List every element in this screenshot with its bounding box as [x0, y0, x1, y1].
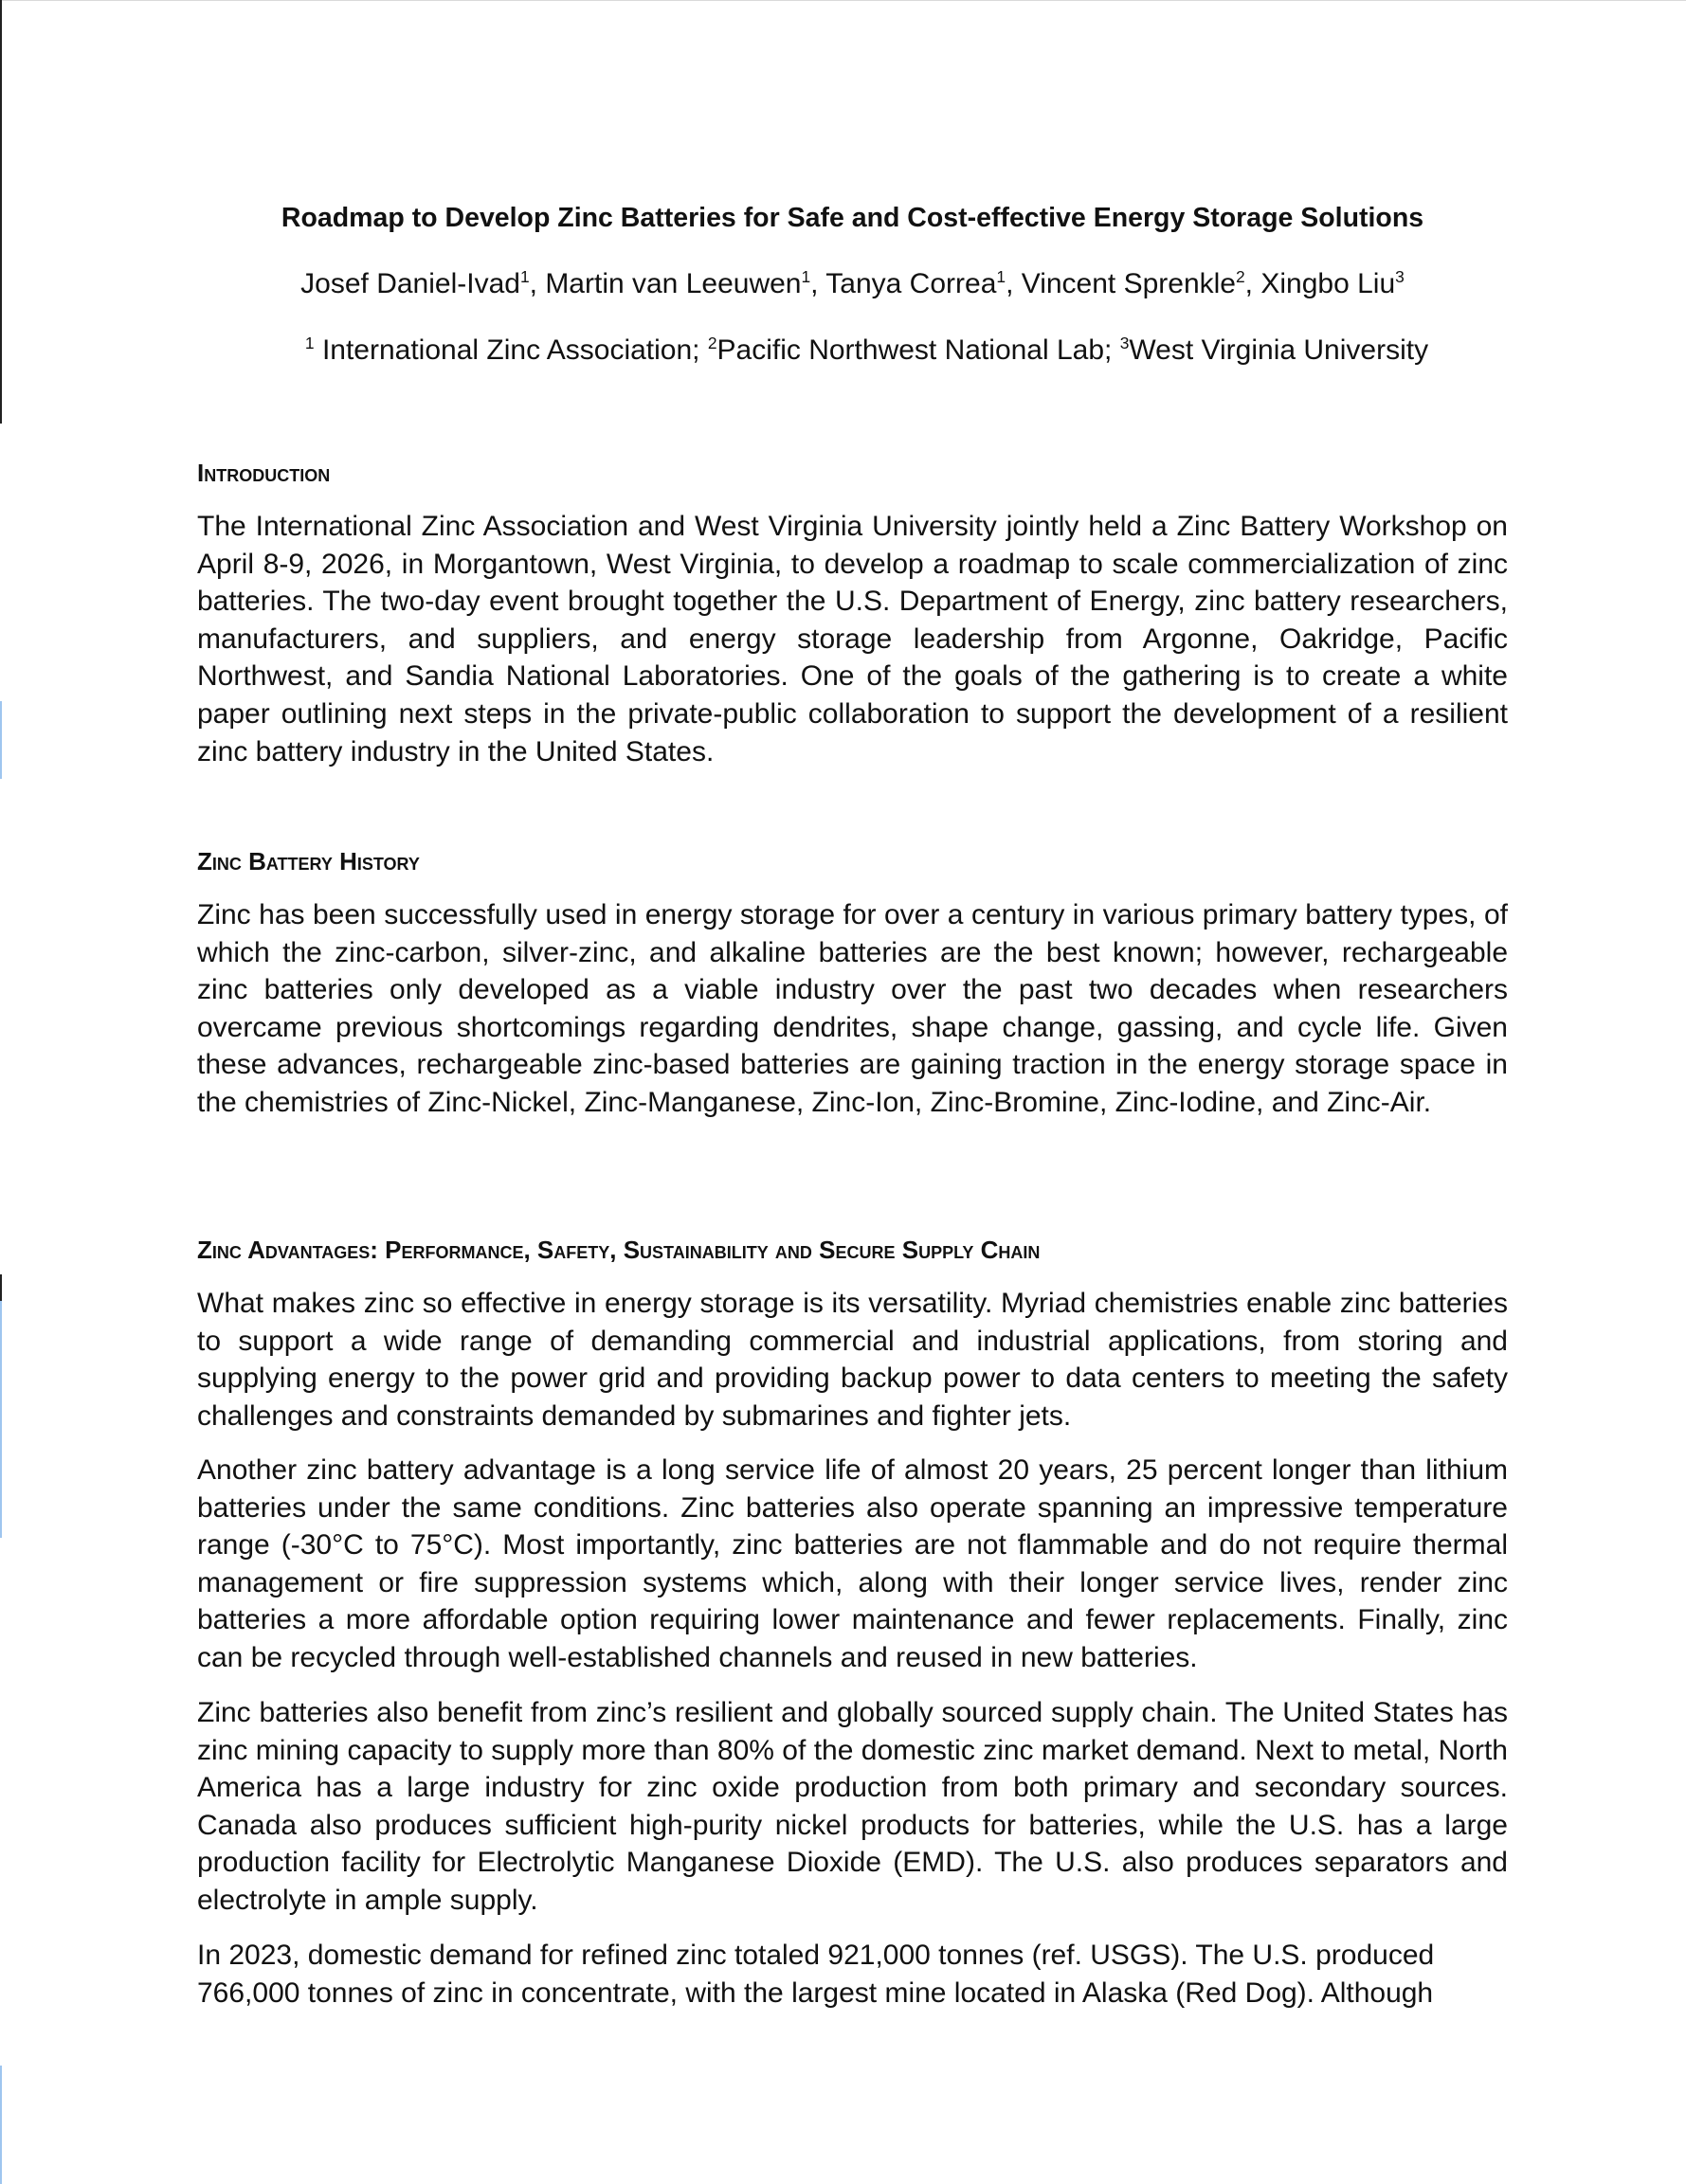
author-affiliation-mark: 3: [1395, 267, 1405, 286]
affiliation-mark: 1: [304, 334, 315, 352]
section-heading-advantages: Zinc Advantages: Performance, Safety, Sustainability and Secure Supply Chain: [197, 1236, 1041, 1264]
paragraph: Another zinc battery advantage is a long service life of almost 20 years, 25 percent longer than lithium batteries under the same conditions. Zinc batteries also operate spanning an impressive temperature range (-30°C to 75°C). Most importantly, zinc batteries are not flammable and do not require thermal management or fire suppression systems which, along with their longer service lives, render zinc batteries a more affordable option requiring lower maintenance and fewer replacements. Finally, zinc can be recycled through well-established channels and reused in new batteries.: [197, 1454, 1508, 1673]
paper-title: Roadmap to Develop Zinc Batteries for Safe and Cost-effective Energy Storage Solutions: [281, 203, 1424, 233]
author-list: Josef Daniel-Ivad$^1$, Martin van Leeuwen$^1$, Tanya Correa$^1$, Vincent Sprenkle$^2$, Xingbo Liu$^3$: [300, 267, 1405, 299]
page-edge-marker: [0, 2066, 2, 2184]
author-name: Martin van Leeuwen: [545, 268, 802, 299]
author-name: Xingbo Liu: [1260, 268, 1396, 299]
affiliation-name: International Zinc Association;: [321, 334, 700, 366]
page-edge-marker: [0, 1274, 2, 1301]
page-edge-marker: [0, 701, 2, 779]
paragraph: In 2023, domestic demand for refined zinc totaled 921,000 tonnes (ref. USGS). The U.S. produced 766,000 tonnes of zinc in concentrate, with the largest mine located in Alaska (Red Dog). Although: [197, 1940, 1435, 2009]
affiliation-name: Pacific Northwest National Lab;: [716, 334, 1113, 366]
paragraph: The International Zinc Association and West Virginia University jointly held a Zinc Battery Workshop on April 8-9, 2026, in Morgantown, West Virginia, to develop a roadmap to scale commercialization of zinc batteries. The two-day event brought together the U.S. Department of Energy, zinc battery researchers, manufacturers, and suppliers, and energy storage leadership from Argonne, Oakridge, Pacific Northwest, and Sandia National Laboratories. One of the goals of the gathering is to create a white paper outlining next steps in the private-public collaboration to support the development of a resilient zinc battery industry in the United States.: [197, 511, 1508, 767]
section-heading-introduction: Introduction: [197, 459, 331, 487]
author-affiliation-mark: 1: [801, 267, 811, 286]
section-heading-history: Zinc Battery History: [197, 847, 420, 875]
page-edge-marker: [0, 1301, 2, 1538]
paragraph: What makes zinc so effective in energy storage is its versatility. Myriad chemistries enable zinc batteries to support a wide range of demanding commercial and industrial applications, from storing and supplying energy to the power grid and providing backup power to data centers to meeting the safety challenges and constraints demanded by submarines and fighter jets.: [197, 1288, 1508, 1432]
author-affiliation-mark: 2: [1236, 267, 1245, 286]
author-name: Josef Daniel-Ivad: [300, 268, 520, 299]
affiliation-list: [197, 334, 1508, 367]
paragraph: Zinc has been successfully used in energy storage for over a century in various primary battery types, of which the zinc-carbon, silver-zinc, and alkaline batteries are the best known; however, rechargeable zinc batteries only developed as a viable industry over the past two decades when researchers overcame previous shortcomings regarding dendrites, shape change, gassing, and cycle life. Given these advances, rechargeable zinc-based batteries are gaining traction in the energy storage space in the chemistries of Zinc-Nickel, Zinc-Manganese, Zinc-Ion, Zinc-Bromine, Zinc-Iodine, and Zinc-Air.: [197, 899, 1508, 1118]
affiliation-name: West Virginia University: [1129, 334, 1429, 366]
affiliation-mark: 3: [1119, 334, 1130, 352]
author-affiliation-mark: 1: [519, 267, 530, 286]
author-name: Tanya Correa: [825, 268, 997, 299]
affiliation-mark: 2: [707, 334, 717, 352]
paragraph: Zinc batteries also benefit from zinc’s resilient and globally sourced supply chain. The United States has zinc mining capacity to supply more than 80% of the domestic zinc market demand. Next to metal, North America has a large industry for zinc oxide production from both primary and secondary sources. Canada also produces sufficient high-purity nickel products for batteries, while the U.S. has a large production facility for Electrolytic Manganese Dioxide (EMD). The U.S. also produces separators and electrolyte in ample supply.: [197, 1697, 1508, 1916]
author-affiliation-mark: 1: [996, 267, 1006, 286]
author-name: Vincent Sprenkle: [1021, 268, 1236, 299]
page-top-border: [0, 0, 1686, 1]
page-edge-marker: [0, 0, 2, 424]
